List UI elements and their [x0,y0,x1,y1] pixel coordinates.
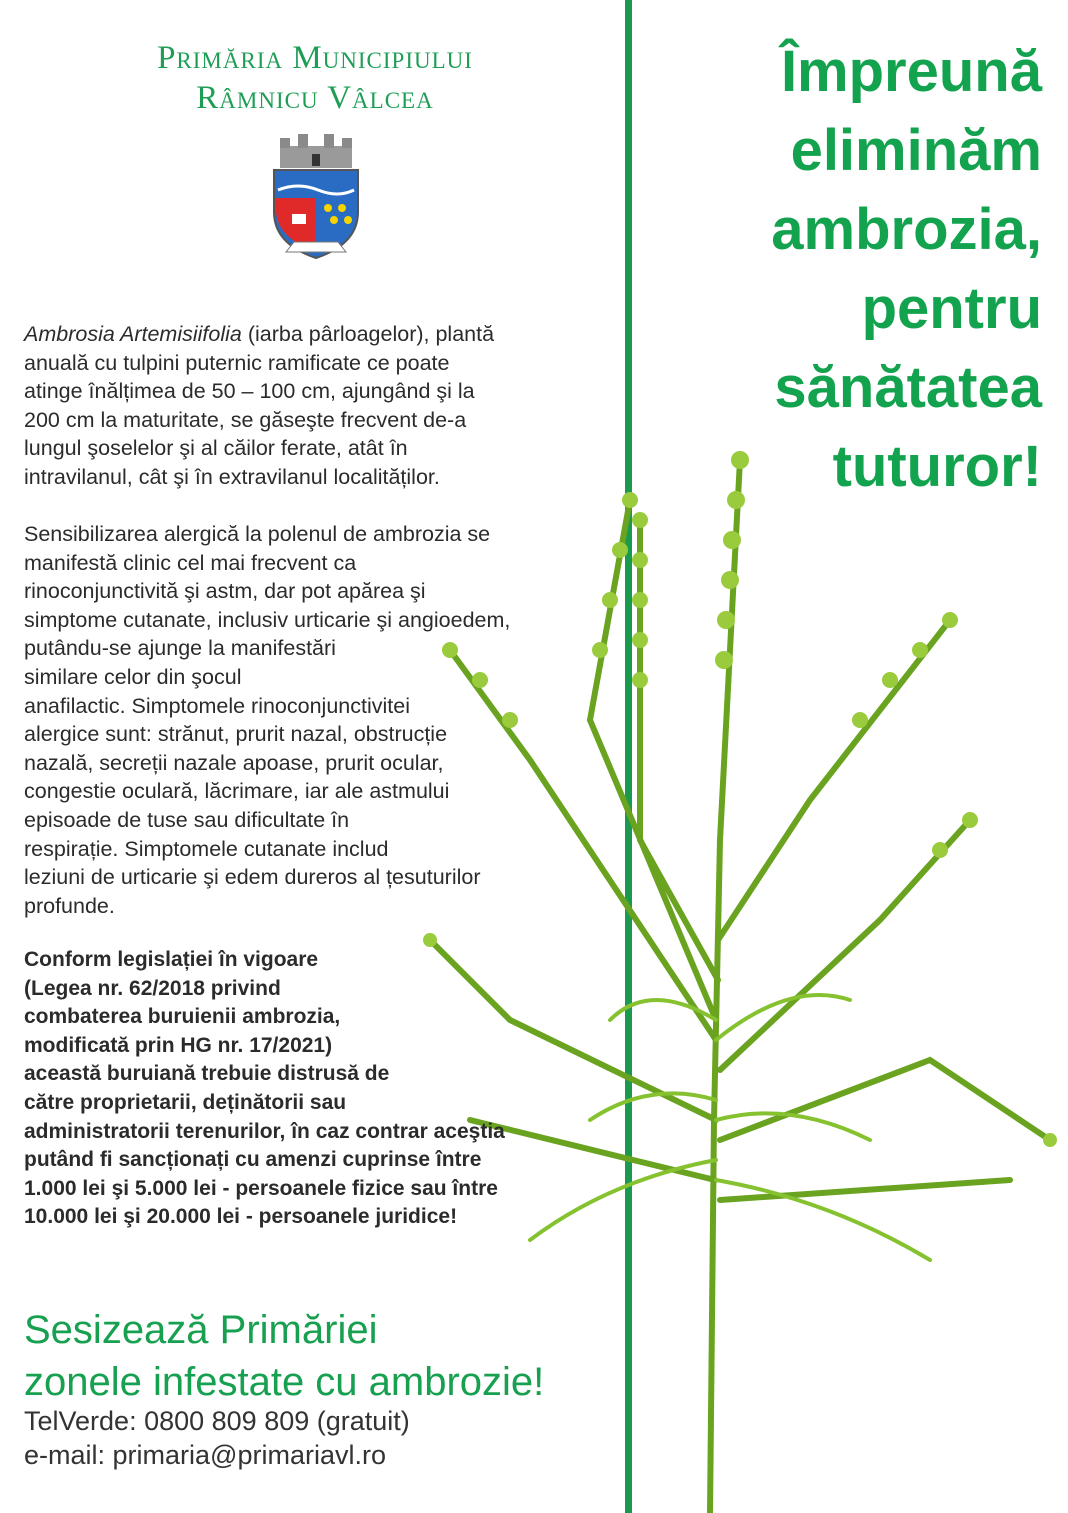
text-line: profunde. [24,893,115,918]
text-line: Conform legislației în vigoare [24,948,319,971]
text-line: alergice sunt: strănut, prurit nazal, obstrucție [24,722,448,747]
text-line: această buruiană trebuie distrusă de [24,1062,390,1086]
species-name: Ambrosia Artemisiifolia [24,322,242,346]
text-line: nazală, secreții nazale apoase, prurit ocular, [24,750,444,775]
text-line: manifestă clinic cel mai frecvent ca [24,550,357,575]
slogan-line: eliminăm [790,118,1042,183]
text-line: combaterea buruienii ambrozia, [24,1005,341,1029]
text-line: lungul şoselelor şi al căilor ferate, atât în [24,436,408,461]
text-line: anuală cu tulpini puternic ramificate ce poate [24,350,450,375]
slogan-line: Împreună [780,39,1042,104]
cta-line: zonele infestate cu ambrozie! [24,1360,545,1404]
text-line: atinge înălțimea de 50 – 100 cm, ajungând şi la [24,379,475,404]
description-paragraph [24,320,624,492]
allergy-paragraph [24,520,624,920]
cta-line: Sesizează Primăriei [24,1308,378,1352]
text-line: anafilactic. Simptomele rinoconjunctivitei [24,693,410,718]
header-line-1: Primăria Municipiului [157,40,473,76]
header-line-2: Râmnicu Vâlcea [196,80,434,116]
text-line: Sensibilizarea alergică la polenul de ambrozia se [24,522,491,546]
text-line: putându-se ajunge la manifestări [24,636,336,661]
text-line: către proprietarii, deținătorii sau [24,1090,347,1114]
call-to-action [24,1304,544,1408]
text-line: similare celor din şocul [24,664,242,689]
email-address: e-mail: primaria@primariavl.ro [24,1440,386,1470]
text-line: 200 cm la maturitate, se găseşte frecvent de-a [24,407,467,432]
text-line: (iarba pârloagelor), plantă [241,322,495,346]
text-line: episoade de tuse sau dificultate în [24,807,350,832]
text-line: respirație. Simptomele cutanate includ [24,836,389,861]
legislation-paragraph [24,946,624,1232]
text-line: rinoconjunctivită şi astm, dar pot apărea şi [24,579,426,604]
slogan-line: ambrozia, [771,197,1042,262]
municipality-header [60,38,570,118]
text-line: simptome cutanate, inclusiv urticarie şi angioedem, [24,607,511,632]
text-line: administratorii terenurilor, în caz contrar aceştia [24,1119,505,1143]
coat-of-arms-icon [268,132,364,260]
text-line: 1.000 lei şi 5.000 lei - persoanele fizice sau între [24,1176,498,1200]
text-line: modificată prin HG nr. 17/2021) [24,1033,333,1057]
text-line: congestie oculară, lăcrimare, iar ale astmului [24,779,450,804]
text-line: 10.000 lei şi 20.000 lei - persoanele juridice! [24,1205,458,1229]
text-line: putând fi sancționați cu amenzi cuprinse între [24,1148,482,1172]
phone-number: TelVerde: 0800 809 809 (gratuit) [24,1406,410,1436]
contact-info [24,1404,410,1472]
text-line: intravilanul, cât şi în extravilanul localităților. [24,464,440,489]
slogan-line: sănătatea [774,355,1042,420]
text-line: leziuni de urticarie şi edem dureros al țesuturilor [24,865,481,890]
text-line: (Legea nr. 62/2018 privind [24,976,281,1000]
slogan-line: tuturor! [832,434,1042,499]
slogan-line: pentru [861,276,1042,341]
